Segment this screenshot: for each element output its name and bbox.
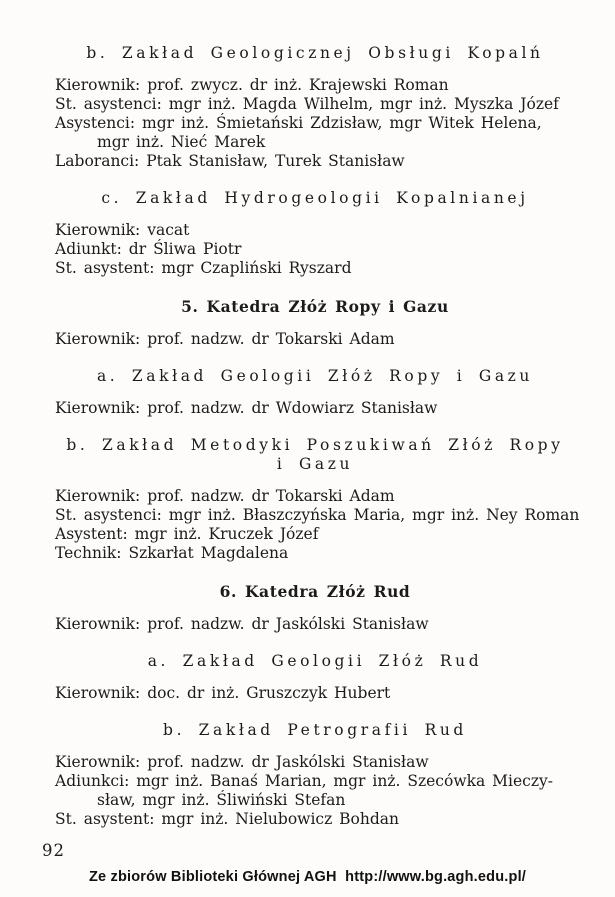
section-zaklad-geologicznej-obslugi-kopaln — [55, 44, 575, 171]
chapter-heading: 6. Katedra Złóż Rud — [219, 582, 411, 601]
staff-line-asystent: Asystent: mgr inż. Kruczek Józef — [55, 525, 319, 543]
section-katedra-zloz-rud — [55, 582, 575, 634]
staff-line-technik: Technik: Szkarłat Magdalena — [55, 544, 289, 562]
staff-line-kierownik: Kierownik: doc. dr inż. Gruszczyk Hubert — [55, 684, 391, 702]
staff-line-kierownik: Kierownik: prof. nadzw. dr Jaskólski Stanisław — [55, 615, 429, 633]
staff-line-laboranci: Laboranci: Ptak Stanisław, Turek Stanisław — [55, 152, 405, 170]
chapter-heading: 5. Katedra Złóż Ropy i Gazu — [181, 297, 449, 316]
staff-line-adiunkci: Adiunkci: mgr inż. Banaś Marian, mgr inż. Szecówka Mieczy- — [55, 772, 553, 790]
staff-line-kierownik: Kierownik: prof. nadzw. dr Tokarski Adam — [55, 330, 395, 348]
section-zaklad-geologii-zloz-rud — [55, 652, 575, 703]
unit-heading: a. Zakład Geologii Złóż Ropy i Gazu — [96, 367, 534, 385]
staff-line-kierownik: Kierownik: prof. nadzw. dr Wdowiarz Stanisław — [55, 399, 438, 417]
unit-heading-line-1: b. Zakład Metodyki Poszukiwań Złóż Ropy — [66, 436, 564, 454]
unit-heading: c. Zakład Hydrogeologii Kopalnianej — [101, 189, 529, 207]
staff-line-asystenci-continued: mgr inż. Nieć Marek — [97, 133, 266, 151]
unit-heading: b. Zakład Petrografii Rud — [163, 721, 467, 739]
staff-line-st-asystenci: St. asystenci: mgr inż. Błaszczyńska Maria, mgr inż. Ney Roman — [55, 506, 580, 524]
section-zaklad-geologii-zloz-ropy-i-gazu — [55, 367, 575, 418]
staff-line-st-asystent: St. asystent: mgr Czapliński Ryszard — [55, 259, 352, 277]
section-zaklad-hydrogeologii-kopalnianej — [55, 189, 575, 278]
staff-line-kierownik: Kierownik: prof. nadzw. dr Jaskólski Stanisław — [55, 753, 429, 771]
section-zaklad-petrografii-rud — [55, 721, 575, 829]
staff-line-kierownik: Kierownik: vacat — [55, 221, 190, 239]
staff-line-asystenci: Asystenci: mgr inż. Śmietański Zdzisław, mgr Witek Helena, — [55, 114, 542, 132]
page-number: 92 — [42, 841, 65, 860]
staff-line-kierownik: Kierownik: prof. nadzw. dr Tokarski Adam — [55, 487, 395, 505]
staff-line-adiunkt: Adiunkt: dr Śliwa Piotr — [55, 240, 242, 258]
unit-heading-line-2: i Gazu — [276, 455, 354, 473]
staff-line-st-asystenci: St. asystenci: mgr inż. Magda Wilhelm, mgr inż. Myszka Józef — [55, 95, 559, 113]
section-zaklad-metodyki-poszukiwan — [55, 436, 580, 563]
section-katedra-zloz-ropy-i-gazu — [55, 297, 575, 349]
staff-line-adiunkci-continued: sław, mgr inż. Śliwiński Stefan — [97, 791, 346, 809]
unit-heading — [55, 436, 575, 474]
unit-heading: b. Zakład Geologicznej Obsługi Kopalń — [86, 44, 544, 62]
library-stamp: Ze zbiorów Biblioteki Głównej AGH http://www.bg.agh.edu.pl/ — [88, 869, 527, 885]
staff-line-st-asystent: St. asystent: mgr inż. Nielubowicz Bohdan — [55, 810, 400, 828]
staff-line-kierownik: Kierownik: prof. zwycz. dr inż. Krajewski Roman — [55, 76, 449, 94]
unit-heading: a. Zakład Geologii Złóż Rud — [147, 652, 483, 670]
